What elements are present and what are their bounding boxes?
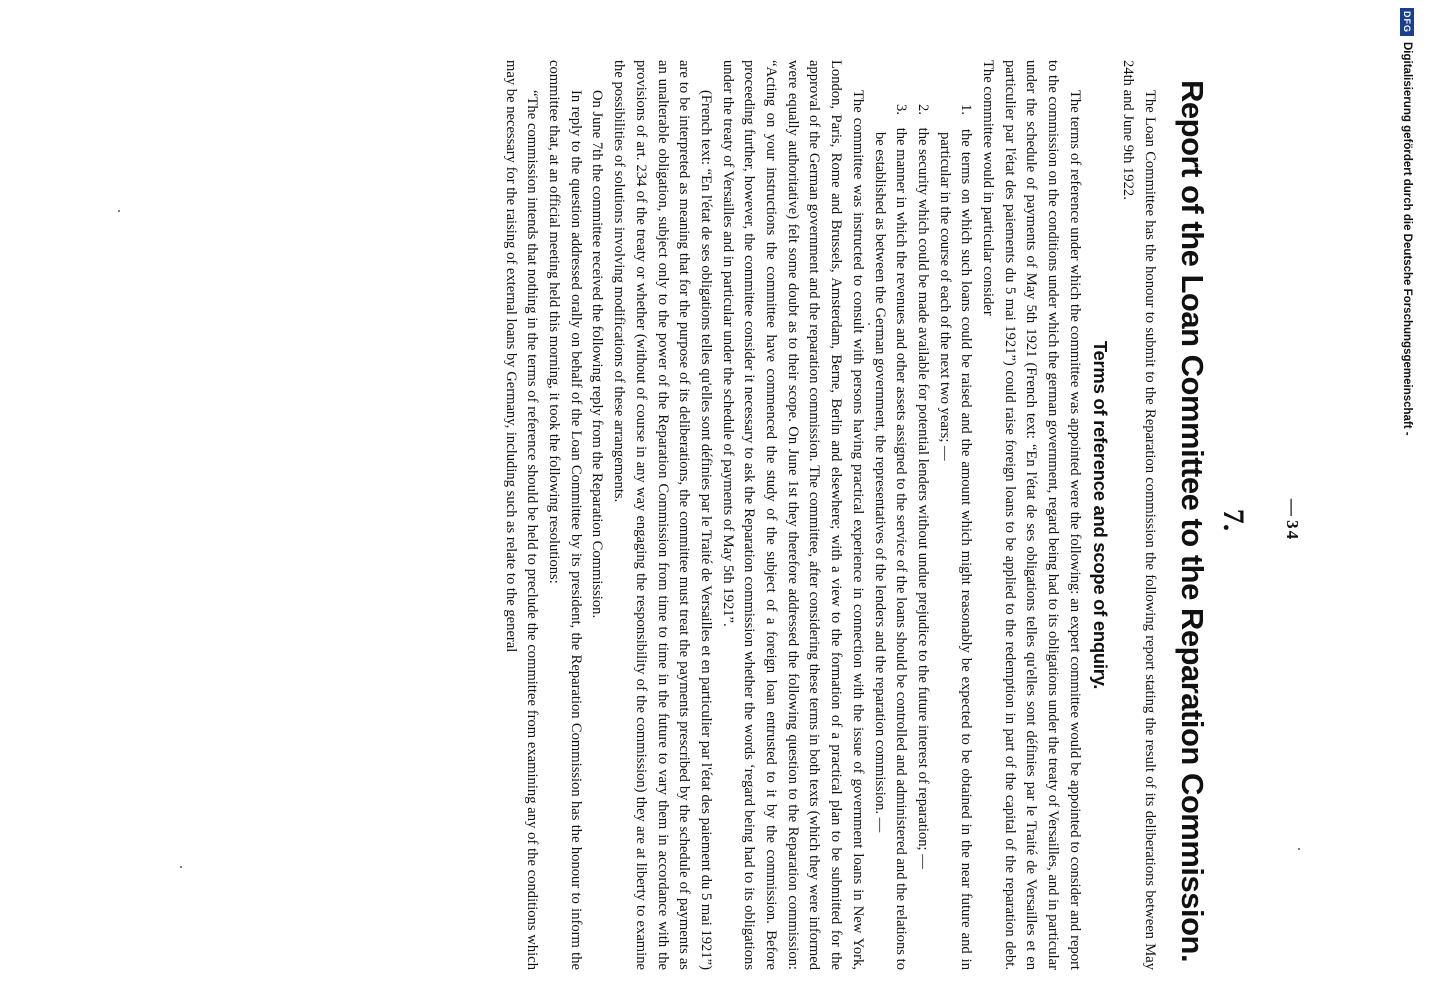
digitization-credit [1398, 8, 1416, 988]
report-body [499, 60, 1160, 970]
document-page [150, 40, 1310, 1000]
dfg-logo: DFG [1400, 8, 1414, 36]
scan-speck [180, 866, 182, 868]
reply-received-paragraph: On June 7th the committee received the following reply from the Reparation Commission. [589, 90, 606, 619]
report-title: Report of the Loan Committee to the Reparation Commission. [1175, 80, 1210, 963]
digitization-credit-text: Digitalisierung gefördert durch die Deutsche Forschungsgemeinschaft - [1401, 42, 1413, 436]
list-item: 3. the manner in which the revenues and other assets assigned to the service of the loans should be controlled and administered and the relations to be established as between the German government, the representatives of the lenders and the reparation commission. — [871, 104, 910, 970]
page-number: — 34 [1283, 498, 1302, 542]
scan-speck [868, 323, 870, 325]
resolution-paragraph: “The commission intends that nothing in the terms of reference should be held to preclude the committee from examining any of the conditions which may be necessary for the raising of external loans by Germany, including such as relate to the general [502, 60, 541, 970]
french-text-paragraph: (French text: “En l'état de ses obligations telles qu'elles sont définies par le Traité de Versailles et en particulier par l'état des paiement du 5 mai 1921”) are to be interpreted as meaning that for the purpose of its deliberations, the committee must treat the payments prescribed by the schedule of payments as an unalterable obligation, subject only to the power of the Reparation Commission from time to time in the future to vary them in accordance with the provisions of art. 234 of the treaty or whether (without of course in any way engaging the responsibility of the commission) they are at liberty to examine the possibilities of solutions involving modifications of these arrangements. [611, 60, 714, 970]
list-item: 2. the security which could be made available for potential lenders without undue prejudice to the future interest of reparation; — [914, 104, 931, 869]
list-item: 1. the terms on which such loans could be raised and the amount which might reasonably be expected to be obtained in the near future and in particular in the course of each of the next two years; — [936, 104, 975, 970]
terms-paragraph: The terms of reference under which the committee was appointed were the following: an expert committee would be appointed to consider and report to the commission on the conditions under which the german government, regard being had to its obligations under the treaty of Versailles, and in particular under the schedule of payments of May 5th 1921 (French text: “En l'état de ses obligations telles qu'elles sont définies par le Traité de Versailles et en particulier par l'état des paiements du 5 mai 1921”) could raise foreign loans to be applied to the redemption in part of the capital of the reparation debt. The committee would in particular consider [980, 60, 1083, 970]
section-number: 7. [1217, 508, 1250, 532]
scan-speck [118, 210, 120, 212]
section-heading: Terms of reference and scope of enquiry. [1089, 340, 1111, 690]
consideration-list [868, 60, 977, 970]
intro-paragraph: The Loan Committee has the honour to submit to the Reparation commission the following report stating the result of its deliberations between May 24th and June 9th 1922. [1120, 60, 1158, 970]
reply-paragraph: In reply to the question addressed orally on behalf of the Loan Committee by its president, the Reparation Commission has the honour to inform the committee that, at an official meeting held this morning, it took the following resolutions: [546, 60, 584, 970]
scan-speck [1298, 848, 1300, 850]
instruction-paragraph: The committee was instructed to consult with persons having practical experience in connection with the issue of government loans in New York, London, Paris, Rome and Brussels, Amsterdam, Berne, Berlin and elsewhere; with a view to the formation of a practical plan to be submitted for the approval of the German government and the reparation commission. The committee, after considering these terms in both texts (which they were informed were equally authoritative) felt some doubt as to their scope. On June 1st they therefore addressed the following question to the Reparation commission: “Acting on your instructions the committee have commenced the study of the subject of a foreign loan entrusted to it by the commission. Before proceeding further, however, the committee consider it necessary to ask the Reparation commission whether the words ‘regard being had to its obligations under the treaty of Versailles and in particular under the schedule of payments of May 5th 1921”. [719, 60, 866, 970]
